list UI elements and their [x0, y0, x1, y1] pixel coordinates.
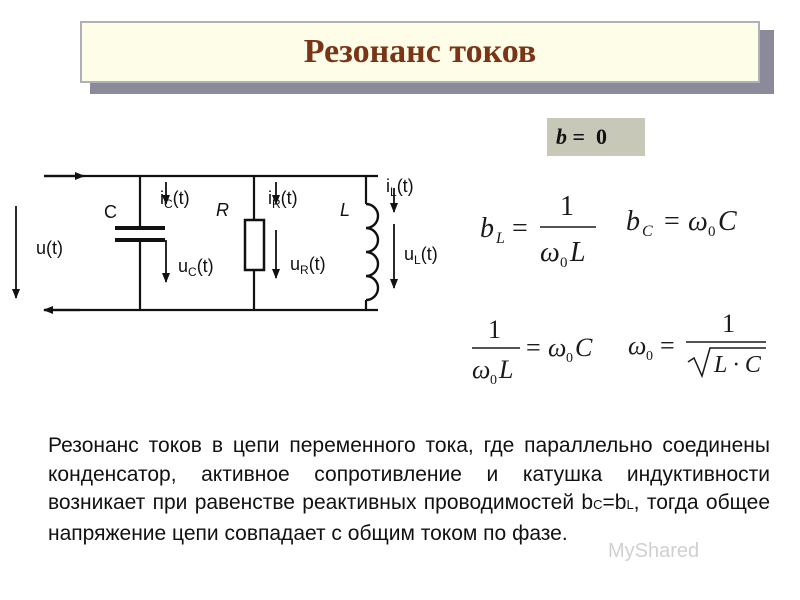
condition-var: b: [556, 124, 567, 149]
svg-text:1: 1: [722, 309, 735, 338]
inductor-name: L: [340, 200, 351, 220]
capacitor-voltage-label: $u_C(t)$: [178, 256, 214, 279]
watermark: MyShared: [608, 540, 700, 562]
circuit-diagram: [0, 160, 470, 330]
svg-text:0: 0: [490, 373, 497, 388]
title-box: [80, 21, 760, 83]
formula-bL: [478, 185, 608, 270]
condition-rest: = 0: [567, 124, 608, 149]
inductor-current-label: $i_L(t)$: [386, 176, 414, 199]
svg-text:=: =: [526, 333, 541, 362]
paragraph-text-2: , тогда общее напряжение цепи совпадает с общим током по фазе.: [48, 491, 770, 545]
resistor-body: [245, 220, 264, 270]
svg-text:L: L: [499, 355, 514, 384]
resistor-voltage-label: $u_R(t)$: [290, 254, 326, 277]
svg-text:b: b: [480, 213, 494, 244]
capacitor-current-label: $i_C(t)$: [160, 188, 190, 211]
source-voltage-label: u(t): [36, 238, 63, 258]
paragraph-sub-l: L: [626, 497, 634, 512]
svg-text:0: 0: [560, 255, 568, 270]
svg-text:1: 1: [560, 191, 574, 222]
svg-text:b: b: [626, 206, 640, 237]
resistor-name: R: [216, 200, 229, 220]
svg-text:=: =: [512, 213, 528, 244]
capacitor-name: C: [104, 202, 117, 222]
paragraph-text-1: Резонанс токов в цепи переменного тока, где параллельно соединены конденсатор, активное сопротивление и катушка индуктивности возникает при равенстве реактивных проводимостей b: [48, 434, 770, 514]
resistor-current-label: $i_R(t)$: [268, 188, 298, 211]
svg-text:C: C: [642, 223, 653, 240]
svg-text:C: C: [718, 206, 737, 237]
formula-bC: [624, 200, 764, 240]
condition-box: [547, 118, 645, 156]
svg-text:1: 1: [488, 315, 501, 344]
svg-text:C: C: [575, 333, 593, 362]
inductor-coil: [366, 204, 378, 300]
svg-text:ω: ω: [628, 331, 647, 360]
formula-resonance: [468, 310, 608, 390]
svg-text:L · C: L · C: [714, 352, 761, 378]
slide-title: Резонанс токов: [303, 33, 537, 70]
paragraph-sub-c: C: [593, 497, 603, 512]
svg-text:ω: ω: [688, 206, 708, 237]
svg-text:0: 0: [708, 224, 716, 240]
formula-omega0: [626, 308, 776, 383]
svg-text:=: =: [660, 331, 675, 360]
svg-text:ω: ω: [540, 237, 560, 268]
svg-text:0: 0: [566, 351, 573, 366]
svg-text:L: L: [496, 230, 505, 247]
svg-text:=: =: [664, 206, 680, 237]
paragraph-equals: =b: [602, 491, 627, 514]
svg-text:0: 0: [646, 349, 653, 364]
svg-text:ω: ω: [472, 355, 491, 384]
svg-text:ω: ω: [548, 333, 567, 362]
description-paragraph: [48, 432, 770, 548]
svg-text:L: L: [570, 237, 586, 268]
inductor-voltage-label: $u_L(t)$: [404, 244, 438, 267]
